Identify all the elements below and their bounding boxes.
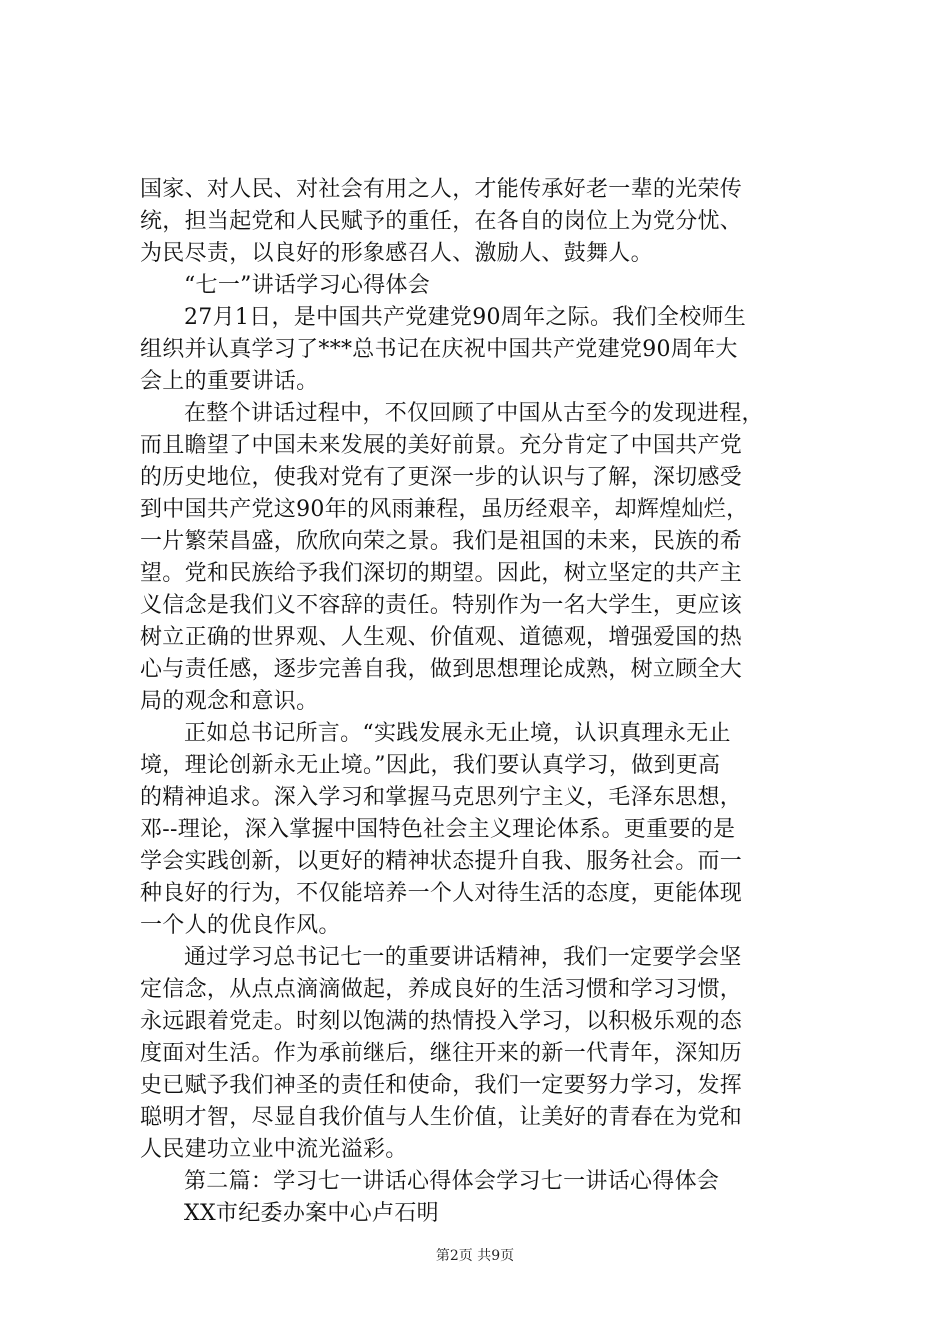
text-line: 邓--理论，深入掌握中国特色社会主义理论体系。更重要的是 xyxy=(140,817,736,842)
text-line: 一片繁荣昌盛，欣欣向荣之景。我们是祖国的未来，民族的希 xyxy=(140,529,743,554)
text-line: 通过学习总书记七一的重要讲话精神，我们一定要学会坚 xyxy=(184,945,742,970)
text-line: 永远跟着党走。时刻以饱满的热情投入学习，以积极乐观的态 xyxy=(140,1009,743,1034)
text-line: 心与责任感，逐步完善自我，做到思想理论成熟，树立顾全大 xyxy=(140,657,743,682)
text-line: 史已赋予我们神圣的责任和使命，我们一定要努力学习，发挥 xyxy=(140,1073,743,1098)
text-line: 人民建功立业中流光溢彩。 xyxy=(140,1137,408,1162)
text-line: 学会实践创新，以更好的精神状态提升自我、服务社会。而一 xyxy=(140,849,743,874)
text-line: 树立正确的世界观、人生观、价值观、道德观，增强爱国的热 xyxy=(140,625,743,650)
text-line: 组织并认真学习了***总书记在庆祝中国共产党建党90周年大 xyxy=(140,337,738,362)
text-line: 聪明才智，尽显自我价值与人生价值，让美好的青春在为党和 xyxy=(140,1105,743,1130)
text-line: 的历史地位，使我对党有了更深一步的认识与了解，深切感受 xyxy=(140,465,743,490)
text-line: 到中国共产党这90年的风雨兼程，虽历经艰辛，却辉煌灿烂， xyxy=(140,497,749,522)
text-line: 国家、对人民、对社会有用之人，才能传承好老一辈的光荣传 xyxy=(140,177,743,202)
text-line: 度面对生活。作为承前继后，继往开来的新一代青年，深知历 xyxy=(140,1041,743,1066)
text-line: 在整个讲话过程中，不仅回顾了中国从古至今的发现进程， xyxy=(184,401,764,426)
text-line: 正如总书记所言。“实践发展永无止境，认识真理永无止 xyxy=(184,721,731,746)
text-line: 的精神追求。深入学习和掌握马克思列宁主义，毛泽东思想， xyxy=(140,785,743,810)
text-line: 统，担当起党和人民赋予的重任，在各自的岗位上为党分忧、 xyxy=(140,209,743,234)
text-line: XX市纪委办案中心卢石明 xyxy=(184,1201,439,1226)
text-line: 局的观念和意识。 xyxy=(140,689,319,714)
text-line: 一个人的优良作风。 xyxy=(140,913,341,938)
text-line: 27月1日，是中国共产党建党90周年之际。我们全校师生 xyxy=(184,305,747,330)
document-body xyxy=(140,174,830,1230)
text-line: 为民尽责，以良好的形象感召人、激励人、鼓舞人。 xyxy=(140,241,653,266)
text-line: 而且瞻望了中国未来发展的美好前景。充分肯定了中国共产党 xyxy=(140,433,743,458)
text-line: 第二篇：学习七一讲话心得体会学习七一讲话心得体会 xyxy=(184,1169,720,1194)
page-footer: 第2页 共9页 xyxy=(435,1248,515,1264)
text-line: “七一”讲话学习心得体会 xyxy=(184,273,431,298)
text-line: 会上的重要讲话。 xyxy=(140,369,319,394)
text-line: 望。党和民族给予我们深切的期望。因此，树立坚定的共产主 xyxy=(140,561,743,586)
text-line: 定信念，从点点滴滴做起，养成良好的生活习惯和学习习惯， xyxy=(140,977,743,1002)
text-line: 种良好的行为，不仅能培养一个人对待生活的态度，更能体现 xyxy=(140,881,743,906)
text-line: 义信念是我们义不容辞的责任。特别作为一名大学生，更应该 xyxy=(140,593,743,618)
text-line: 境，理论创新永无止境。”因此，我们要认真学习，做到更高 xyxy=(140,753,721,778)
